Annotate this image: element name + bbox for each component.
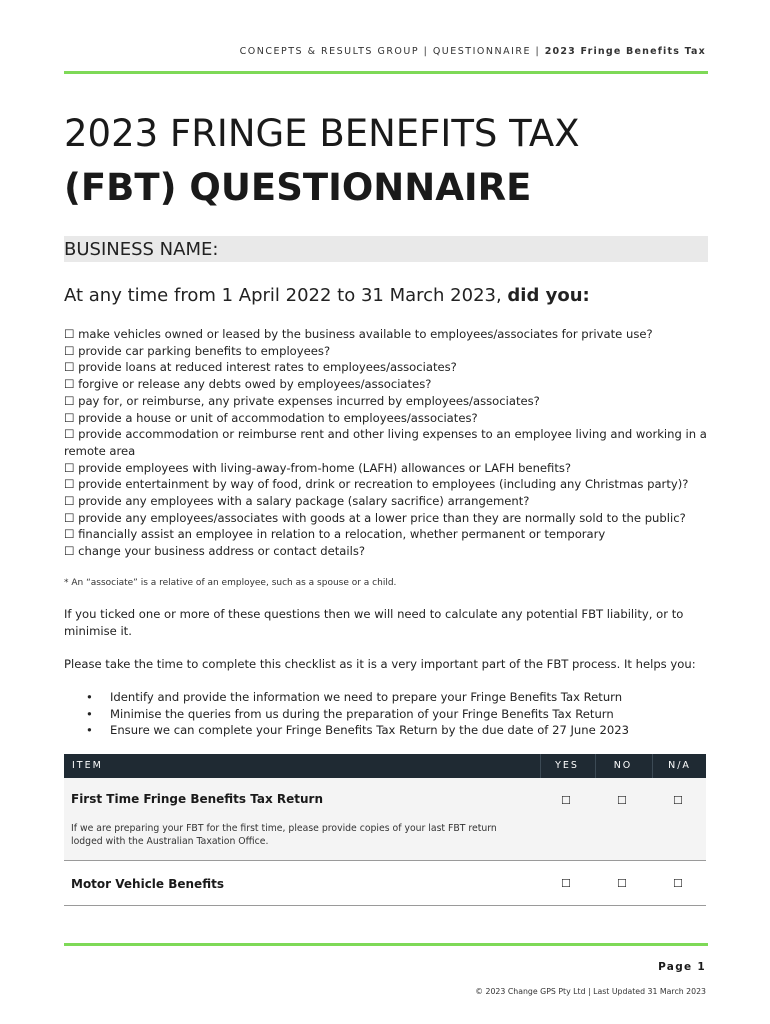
checkbox-icon[interactable]: ☐ xyxy=(64,494,75,509)
na-checkbox-icon[interactable]: ☐ xyxy=(673,794,683,807)
checkbox-icon[interactable]: ☐ xyxy=(64,360,75,375)
lead-text: At any time from 1 April 2022 to 31 March 2023, xyxy=(64,285,508,306)
table-row xyxy=(64,778,706,861)
associate-footnote: * An “associate” is a relative of an employee, such as a spouse or a child. xyxy=(64,578,397,588)
checkbox-icon[interactable]: ☐ xyxy=(64,343,75,358)
page-number: Page 1 xyxy=(658,961,706,973)
checklist xyxy=(64,326,708,560)
table-header-row xyxy=(64,754,706,778)
checkbox-icon[interactable]: ☐ xyxy=(64,393,75,408)
column-header-no: NO xyxy=(613,760,633,771)
bullet-icon: • xyxy=(86,690,93,704)
checklist-item xyxy=(64,359,708,376)
page-title-line1: 2023 FRINGE BENEFITS TAX xyxy=(64,112,580,155)
checkbox-icon[interactable]: ☐ xyxy=(64,327,75,341)
bullet-item xyxy=(86,722,629,739)
row-item-description: If we are preparing your FBT for the first time, please provide copies of your last FBT return lodged with the Australian Taxation Office. xyxy=(71,823,497,848)
checkbox-icon[interactable]: ☐ xyxy=(64,427,75,442)
checklist-item xyxy=(64,426,708,459)
checklist-item xyxy=(64,460,708,477)
checklist-item xyxy=(64,526,708,543)
checklist-item-label: provide any employees with a salary package (salary sacrifice) arrangement? xyxy=(78,494,530,509)
checklist-item-label: financially assist an employee in relation to a relocation, whether permanent or temporary xyxy=(78,527,606,542)
checklist-item xyxy=(64,543,708,560)
checklist-item xyxy=(64,343,708,360)
row-item-name: First Time Fringe Benefits Tax Return xyxy=(71,792,324,806)
intro-paragraph: If you ticked one or more of these questions then we will need to calculate any potential FBT liability, or to minimise it. xyxy=(64,607,684,638)
checklist-item-label: make vehicles owned or leased by the business available to employees/associates for private use? xyxy=(78,327,653,341)
no-checkbox-icon[interactable]: ☐ xyxy=(617,877,627,890)
checkbox-icon[interactable]: ☐ xyxy=(64,510,75,525)
checkbox-icon[interactable]: ☐ xyxy=(64,410,75,425)
lead-emphasis: did you: xyxy=(507,285,590,306)
column-header-yes: YES xyxy=(555,760,579,771)
checklist-item-label: provide any employees/associates with goods at a lower price than they are normally sold to the public? xyxy=(78,510,686,525)
checklist-item-label: provide a house or unit of accommodation to employees/associates? xyxy=(78,410,478,425)
copyright-line: © 2023 Change GPS Pty Ltd | Last Updated 31 March 2023 xyxy=(475,987,706,996)
checkbox-icon[interactable]: ☐ xyxy=(64,460,75,475)
checklist-item xyxy=(64,393,708,410)
column-header-item: ITEM xyxy=(72,760,103,771)
header-prefix: CONCEPTS & RESULTS GROUP | QUESTIONNAIRE | xyxy=(239,46,545,57)
checklist-item-label: provide entertainment by way of food, drink or recreation to employees (including any Christmas party)? xyxy=(78,477,689,492)
bullet-text: Minimise the queries from us during the preparation of your Fringe Benefits Tax Return xyxy=(110,706,614,721)
footer-rule xyxy=(64,943,708,946)
checklist-item-label: provide loans at reduced interest rates to employees/associates? xyxy=(78,360,457,375)
checklist-item-label: provide employees with living-away-from-home (LAFH) allowances or LAFH benefits? xyxy=(78,460,572,475)
lead-question xyxy=(64,285,590,306)
yes-checkbox-icon[interactable]: ☐ xyxy=(561,877,571,890)
bullet-item xyxy=(86,689,629,706)
checklist-item xyxy=(64,510,708,527)
bullet-icon: • xyxy=(86,706,93,721)
checkbox-icon[interactable]: ☐ xyxy=(64,477,75,492)
header-rule xyxy=(64,71,708,74)
business-name-label: BUSINESS NAME: xyxy=(64,239,219,260)
checklist-item-label: pay for, or reimburse, any private expenses incurred by employees/associates? xyxy=(78,393,540,408)
no-checkbox-icon[interactable]: ☐ xyxy=(617,794,627,807)
bullet-icon: • xyxy=(86,723,93,738)
checklist-item xyxy=(64,476,708,493)
checklist-purpose-paragraph: Please take the time to complete this checklist as it is a very important part of the FBT process. It helps you: xyxy=(64,657,696,671)
checklist-item xyxy=(64,410,708,427)
checklist-item xyxy=(64,493,708,510)
checklist-item-label: provide accommodation or reimburse rent and other living expenses to an employee living and working in a remote area xyxy=(64,427,707,458)
benefit-bullets xyxy=(86,689,629,739)
fbt-items-table xyxy=(64,754,706,906)
page-title-line2: (FBT) QUESTIONNAIRE xyxy=(64,166,532,209)
checklist-item xyxy=(64,376,708,393)
checklist-item xyxy=(64,326,708,343)
bullet-text: Ensure we can complete your Fringe Benefits Tax Return by the due date of 27 June 2023 xyxy=(110,723,629,738)
business-name-field[interactable] xyxy=(64,236,708,262)
running-header xyxy=(64,46,706,57)
checkbox-icon[interactable]: ☐ xyxy=(64,527,75,542)
row-item-name: Motor Vehicle Benefits xyxy=(71,877,224,891)
column-header-na: N/A xyxy=(668,760,691,771)
bullet-text: Identify and provide the information we need to prepare your Fringe Benefits Tax Return xyxy=(110,690,623,704)
checklist-item-label: provide car parking benefits to employees? xyxy=(78,343,331,358)
checklist-item-label: change your business address or contact details? xyxy=(78,544,366,559)
bullet-item xyxy=(86,706,629,723)
checklist-item-label: forgive or release any debts owed by employees/associates? xyxy=(78,377,432,392)
na-checkbox-icon[interactable]: ☐ xyxy=(673,877,683,890)
yes-checkbox-icon[interactable]: ☐ xyxy=(561,794,571,807)
checkbox-icon[interactable]: ☐ xyxy=(64,544,75,559)
checkbox-icon[interactable]: ☐ xyxy=(64,377,75,392)
header-doc-label: 2023 Fringe Benefits Tax xyxy=(544,46,706,57)
table-row xyxy=(64,861,706,906)
